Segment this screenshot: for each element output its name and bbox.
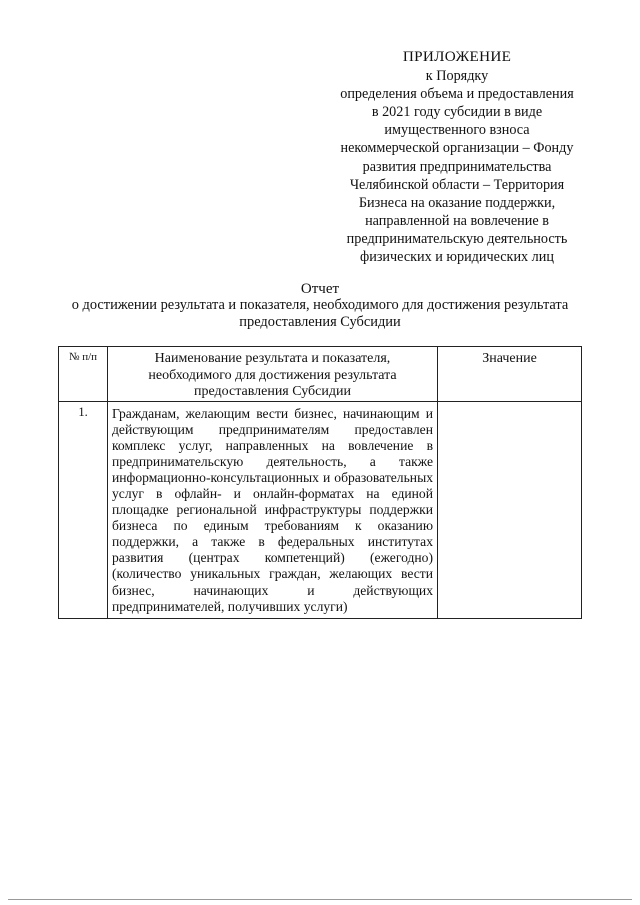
column-header-name: Наименование результата и показателя, необходимого для достижения результата предоставления Субсидии bbox=[108, 347, 438, 402]
appendix-line: Челябинской области – Территория bbox=[349, 176, 565, 193]
table-row bbox=[59, 401, 582, 618]
appendix-line: некоммерческой организации – Фонду bbox=[340, 140, 574, 157]
row-value bbox=[438, 401, 582, 618]
page-edge-rule bbox=[8, 899, 632, 900]
report-title: Отчет bbox=[300, 281, 340, 297]
appendix-line: направленной на вовлечение в bbox=[365, 212, 549, 229]
report-table bbox=[58, 346, 582, 619]
appendix-line: определения объема и предоставления bbox=[340, 86, 574, 103]
appendix-line: Бизнеса на оказание поддержки, bbox=[358, 194, 556, 211]
column-header-value: Значение bbox=[438, 347, 582, 402]
appendix-line: в 2021 году субсидии в виде bbox=[371, 104, 543, 121]
appendix-title: ПРИЛОЖЕНИЕ bbox=[402, 48, 512, 65]
appendix-line: имущественного взноса bbox=[384, 122, 530, 139]
row-number: 1. bbox=[59, 401, 108, 618]
appendix-line: к Порядку bbox=[425, 68, 489, 85]
table-header-row bbox=[59, 347, 582, 402]
column-header-num: № п/п bbox=[59, 347, 108, 402]
report-subtitle: о достижении результата и показателя, необходимого для достижения результата предоставления Субсидии bbox=[71, 297, 569, 331]
appendix-line: развития предпринимательства bbox=[362, 158, 552, 175]
appendix-line: предпринимательскую деятельность bbox=[346, 230, 568, 247]
appendix-line: физических и юридических лиц bbox=[360, 249, 554, 266]
appendix-header bbox=[326, 48, 588, 266]
row-indicator-name: Гражданам, желающим вести бизнес, начинающим и действующим предпринимателям предоставлен комплекс услуг, направленных на вовлечение в предпринимательскую деятельность, а также информационно-консультационных и образовательных услуг в офлайн- и онлайн-форматах на единой площадке региональной инфраструктуры поддержки бизнеса по единым требованиям к оказанию поддержки, а также в федеральных институтах развития (центрах компетенций) (ежегодно) (количество уникальных граждан, желающих вести бизнес, начинающих и действующих предпринимателей, получивших услуги) bbox=[108, 401, 438, 618]
